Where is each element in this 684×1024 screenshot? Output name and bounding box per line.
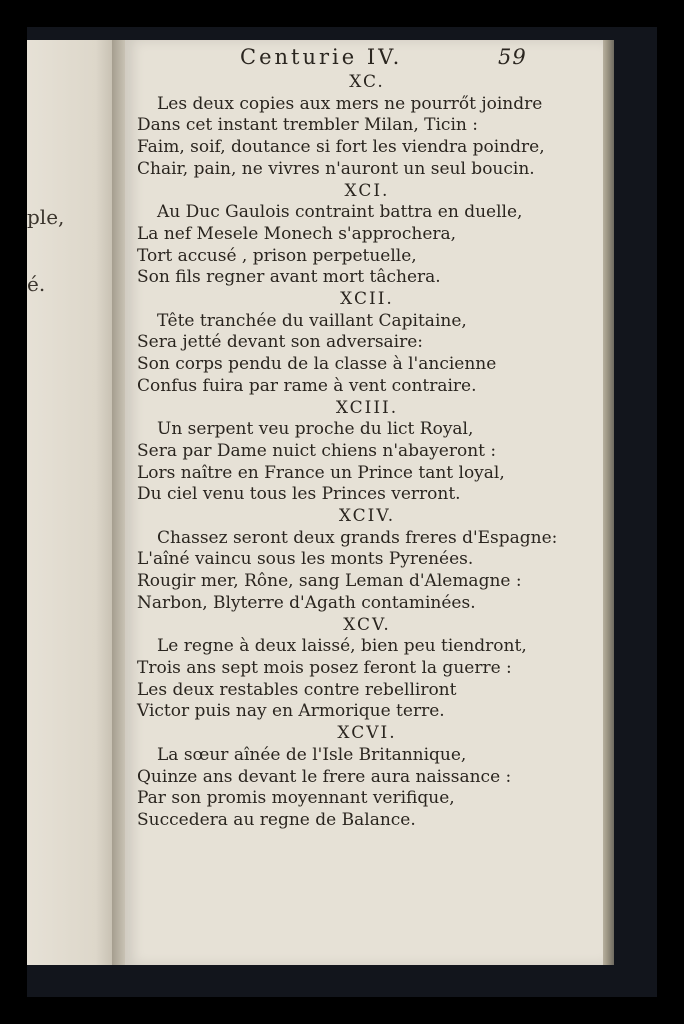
quatrain-numeral: XCV. bbox=[343, 614, 391, 635]
verse-line: L'aîné vaincu sous les monts Pyrenées. bbox=[137, 549, 474, 570]
verse-line: Tête tranchée du vaillant Capitaine, bbox=[157, 310, 467, 331]
verse-line: Succedera au regne de Balance. bbox=[137, 809, 416, 830]
quatrain-numeral: XCII. bbox=[340, 289, 394, 310]
quatrain bbox=[137, 506, 597, 615]
quatrain-numeral: XCIII. bbox=[335, 397, 399, 418]
verse-line: Chassez seront deux grands freres d'Espagne: bbox=[157, 527, 558, 548]
verse-line: Les deux restables contre rebelliront bbox=[137, 679, 457, 700]
verse-line: Trois ans sept mois posez feront la guerre : bbox=[137, 657, 512, 678]
quatrain bbox=[137, 289, 597, 398]
verse-line: Sera jetté devant son adversaire: bbox=[137, 332, 424, 353]
left-page-fragment: ple, bbox=[27, 205, 65, 229]
quatrain-numeral: XCIV. bbox=[338, 506, 396, 527]
verse-line: Confus fuira par rame à vent contraire. bbox=[137, 375, 477, 396]
quatrain-numeral: XCVI. bbox=[337, 723, 397, 744]
verse-line: Par son promis moyennant verifique, bbox=[137, 788, 455, 809]
verse-line: Le regne à deux laissé, bien peu tiendront, bbox=[157, 636, 527, 657]
verse-line: La nef Mesele Monech s'approchera, bbox=[137, 223, 457, 244]
page-number: 59 bbox=[498, 45, 527, 69]
verse-line: Un serpent veu proche du lict Royal, bbox=[157, 419, 474, 440]
running-title: Centurie IV. bbox=[240, 45, 403, 69]
quatrain-numeral: XC. bbox=[349, 72, 385, 92]
verse-line: Au Duc Gaulois contraint battra en duelle, bbox=[157, 202, 523, 223]
left-page-fragment: é. bbox=[27, 272, 46, 296]
verse-line: Son corps pendu de la classe à l'ancienne bbox=[137, 354, 497, 375]
verse-line: La sœur aînée de l'Isle Britannique, bbox=[157, 744, 467, 765]
verse-line: Quinze ans devant le frere aura naissance : bbox=[137, 766, 512, 787]
quatrain bbox=[137, 181, 597, 290]
verse-line: Chair, pain, ne vivres n'auront un seul boucin. bbox=[137, 158, 535, 179]
quatrain bbox=[137, 615, 597, 724]
quatrain bbox=[137, 723, 597, 832]
verse-line: Tort accusé , prison perpetuelle, bbox=[137, 245, 417, 266]
quatrain-list bbox=[137, 72, 597, 832]
verse-line: Faim, soif, doutance si fort les viendra poindre, bbox=[137, 137, 545, 158]
quatrain-numeral: XCI. bbox=[344, 180, 390, 201]
verse-line: Du ciel venu tous les Princes verront. bbox=[137, 484, 461, 505]
verse-line: Dans cet instant trembler Milan, Ticin : bbox=[137, 115, 478, 136]
verse-line: Rougir mer, Rône, sang Leman d'Alemagne : bbox=[137, 571, 522, 592]
quatrain bbox=[137, 398, 597, 507]
verse-line: Lors naître en France un Prince tant loyal, bbox=[137, 462, 505, 483]
left-page bbox=[27, 40, 125, 965]
quatrain bbox=[137, 72, 597, 181]
verse-line: Narbon, Blyterre d'Agath contaminées. bbox=[137, 592, 476, 613]
verse-line: Les deux copies aux mers ne pourrőt joindre bbox=[157, 93, 543, 114]
verse-line: Sera par Dame nuict chiens n'abayeront : bbox=[137, 440, 497, 461]
verse-line: Son fils regner avant mort tâchera. bbox=[137, 267, 441, 288]
verse-line: Victor puis nay en Armorique terre. bbox=[137, 701, 445, 722]
